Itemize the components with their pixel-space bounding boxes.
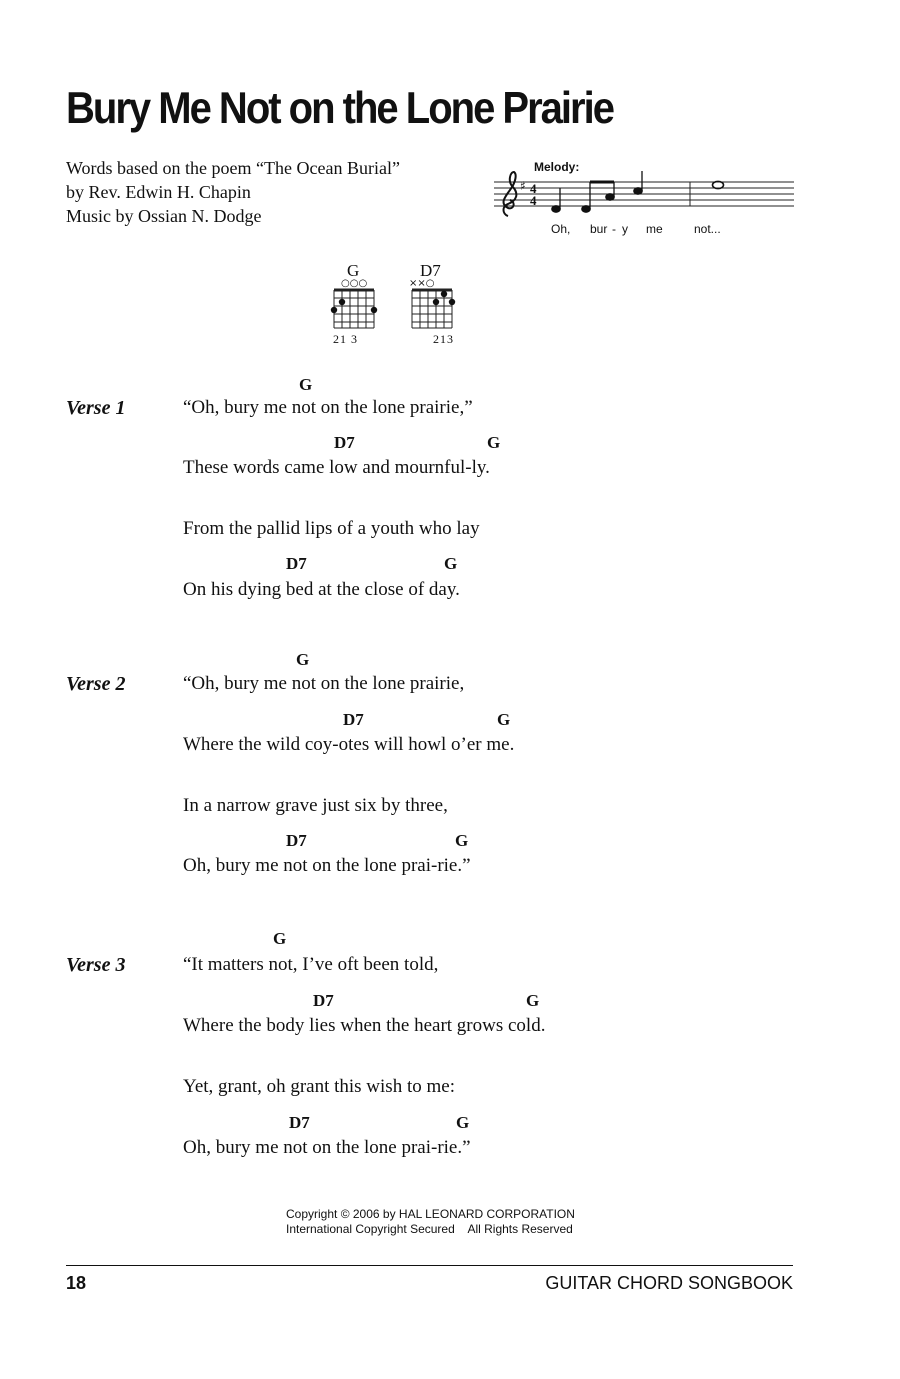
chord-symbol: D7 — [289, 1113, 310, 1132]
chord-diagram-name: D7 — [420, 261, 441, 280]
chord-symbol: D7 — [286, 831, 307, 850]
melody-staff — [490, 168, 800, 228]
book-title: GUITAR CHORD SONGBOOK — [545, 1273, 793, 1293]
chord-fingering: 213 — [433, 332, 454, 346]
lyric-line: “Oh, bury me not on the lone prairie, — [183, 673, 465, 694]
verse-label: Verse 2 — [66, 673, 126, 695]
chord-symbol: G — [444, 554, 458, 573]
chord-symbol: D7 — [286, 554, 307, 573]
lyric-line: Oh, bury me not on the lone prai-rie.” — [183, 1137, 471, 1158]
chord-diagram-d7 — [408, 288, 458, 332]
chord-symbol: G — [455, 831, 469, 850]
verse-label: Verse 3 — [66, 954, 126, 976]
chord-symbol: G — [487, 433, 501, 452]
copyright-line: International Copyright Secured All Rights Reserved — [286, 1222, 573, 1236]
lyric-line: Yet, grant, oh grant this wish to me: — [183, 1076, 455, 1097]
chord-symbol: G — [299, 375, 313, 394]
melody-lyric: Oh, — [551, 222, 571, 236]
chord-diagram-g — [330, 288, 380, 332]
page-number: 18 — [66, 1273, 87, 1293]
credit-line-words: Words based on the poem “The Ocean Burial” — [66, 158, 400, 178]
song-title: Bury Me Not on the Lone Prairie — [66, 84, 613, 134]
svg-text:4: 4 — [530, 181, 537, 196]
lyric-line: “It matters not, I’ve oft been told, — [183, 954, 439, 975]
chord-symbol: D7 — [313, 991, 334, 1010]
chord-symbol: G — [526, 991, 540, 1010]
melody-lyric: not... — [694, 222, 721, 236]
melody-lyric: - — [612, 222, 616, 236]
melody-lyric: me — [646, 222, 663, 236]
chord-fingering: 21 3 — [333, 332, 358, 346]
chord-open-markers: ○○○ — [341, 278, 368, 289]
chord-diagram-name: G — [347, 261, 360, 280]
sharp-icon: ♯ — [520, 179, 526, 193]
lyric-line: “Oh, bury me not on the lone prairie,” — [183, 397, 473, 418]
lyric-line: On his dying bed at the close of day. — [183, 579, 460, 600]
footer-rule — [66, 1265, 793, 1266]
lyric-line: Where the wild coy-otes will howl o’er me. — [183, 734, 515, 755]
lyric-line: In a narrow grave just six by three, — [183, 795, 448, 816]
chord-open-markers: ××○ — [409, 278, 435, 289]
lyric-line: Oh, bury me not on the lone prai-rie.” — [183, 855, 471, 876]
chord-symbol: D7 — [334, 433, 355, 452]
lyric-line: From the pallid lips of a youth who lay — [183, 518, 480, 539]
svg-text:4: 4 — [530, 193, 537, 208]
melody-label: Melody: — [534, 160, 580, 174]
melody-lyric: bur — [590, 222, 608, 236]
credit-line-author: by Rev. Edwin H. Chapin — [66, 182, 251, 202]
chord-symbol: D7 — [343, 710, 364, 729]
verse-label: Verse 1 — [66, 397, 126, 419]
credit-line-music: Music by Ossian N. Dodge — [66, 206, 262, 226]
lyric-line: These words came low and mournful-ly. — [183, 457, 490, 478]
lyric-line: Where the body lies when the heart grows cold. — [183, 1015, 546, 1036]
chord-symbol: G — [497, 710, 511, 729]
melody-lyric: y — [622, 222, 628, 236]
chord-symbol: G — [456, 1113, 470, 1132]
copyright-line: Copyright © 2006 by HAL LEONARD CORPORATION — [286, 1207, 575, 1221]
chord-symbol: G — [296, 650, 310, 669]
chord-symbol: G — [273, 929, 287, 948]
